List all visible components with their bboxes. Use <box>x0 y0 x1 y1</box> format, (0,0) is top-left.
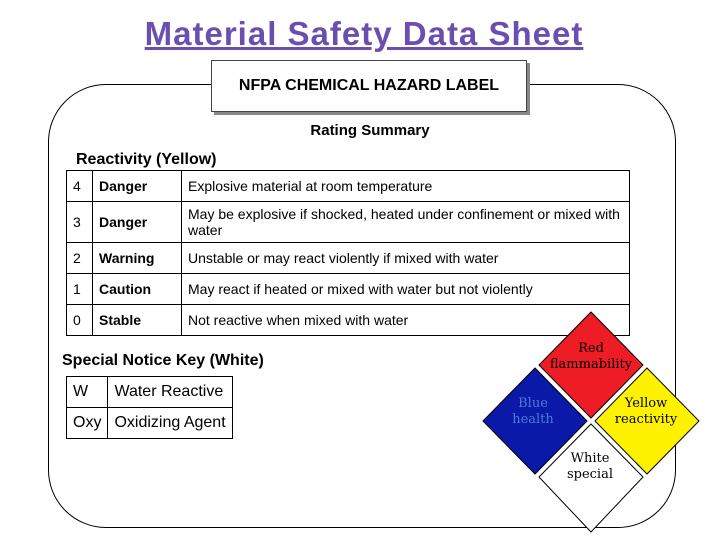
hazard-label-text: NFPA CHEMICAL HAZARD LABEL <box>238 77 500 94</box>
rating-number: 3 <box>67 202 93 243</box>
table-row <box>67 171 630 202</box>
special-notice-table <box>66 376 233 439</box>
table-row <box>67 243 630 274</box>
notice-code: Oxy <box>67 408 108 439</box>
rating-number: 4 <box>67 171 93 202</box>
notice-meaning: Oxidizing Agent <box>108 408 232 439</box>
table-row <box>67 202 630 243</box>
reactivity-label-2: reactivity <box>614 412 678 427</box>
rating-word: Danger <box>93 202 182 243</box>
rating-description: Explosive material at room temperature <box>182 171 630 202</box>
rating-number: 2 <box>67 243 93 274</box>
rating-number: 0 <box>67 305 93 336</box>
hazard-label-box <box>211 60 527 112</box>
rating-description: May be explosive if shocked, heated under confinement or mixed with water <box>182 202 630 243</box>
table-row <box>67 274 630 305</box>
health-label-1: Blue <box>518 396 548 411</box>
rating-number: 1 <box>67 274 93 305</box>
rating-description: May react if heated or mixed with water but not violently <box>182 274 630 305</box>
table-row <box>67 377 233 408</box>
notice-code: W <box>67 377 108 408</box>
flammability-label-2: flammability <box>549 357 633 372</box>
page-title: Material Safety Data Sheet <box>144 15 584 52</box>
health-label-2: health <box>512 412 554 427</box>
rating-word: Caution <box>93 274 182 305</box>
rating-summary-heading: Rating Summary <box>310 122 430 139</box>
special-label-2: special <box>566 467 614 482</box>
nfpa-diamond <box>480 310 702 541</box>
special-label-1: White <box>570 451 610 466</box>
flammability-label-1: Red <box>578 341 604 356</box>
reactivity-label-1: Yellow <box>624 396 668 411</box>
reactivity-heading: Reactivity (Yellow) <box>76 151 217 168</box>
special-notice-heading: Special Notice Key (White) <box>62 352 264 369</box>
rating-word: Warning <box>93 243 182 274</box>
notice-meaning: Water Reactive <box>108 377 232 408</box>
rating-description: Not reactive when mixed with water <box>182 305 630 336</box>
rating-word: Stable <box>93 305 182 336</box>
rating-word: Danger <box>93 171 182 202</box>
rating-description: Unstable or may react violently if mixed with water <box>182 243 630 274</box>
table-row <box>67 408 233 439</box>
